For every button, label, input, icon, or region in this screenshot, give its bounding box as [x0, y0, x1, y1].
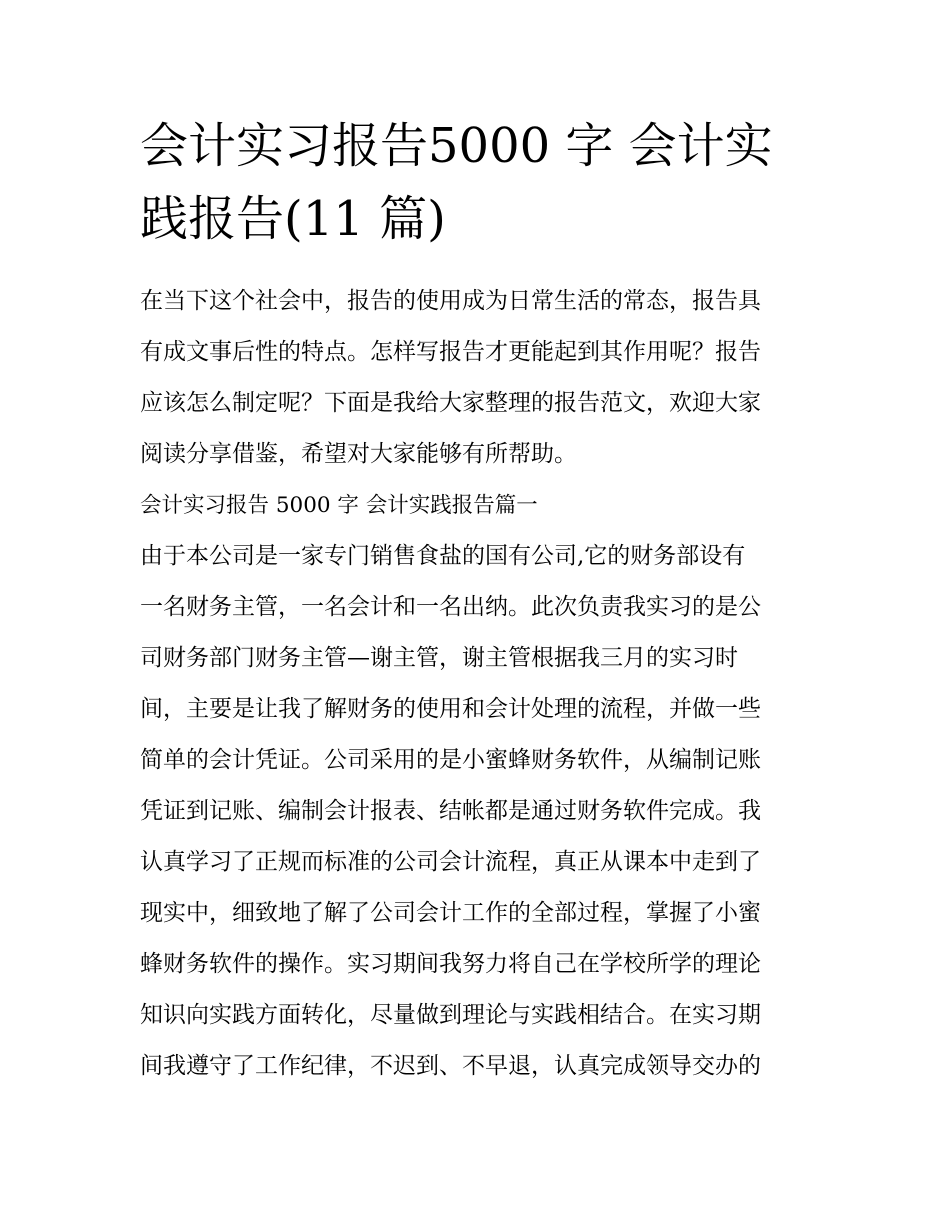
- section-line-3: 司财务部门财务主管—谢主管，谢主管根据我三月的实习时: [140, 645, 738, 671]
- section-line-6: 凭证到记账、编制会计报表、结帐都是通过财务软件完成。我: [140, 798, 761, 824]
- section-line-11: 间我遵守了工作纪律，不迟到、不早退，认真完成领导交办的: [140, 1053, 761, 1079]
- document-body: [140, 276, 820, 1092]
- section-line-9: 蜂财务软件的操作。实习期间我努力将自己在学校所学的理论: [140, 951, 761, 977]
- section-line-1: 由于本公司是一家专门销售食盐的国有公司,它的财务部设有: [140, 543, 746, 569]
- section-line-8: 现实中，细致地了解了公司会计工作的全部过程，掌握了小蜜: [140, 900, 761, 926]
- section-line-7: 认真学习了正规而标准的公司会计流程，真正从课本中走到了: [140, 849, 761, 875]
- section-line-2: 一名财务主管，一名会计和一名出纳。此次负责我实习的是公: [140, 594, 761, 620]
- title-line-2: 践报告(11 篇): [140, 191, 446, 247]
- section-line-5: 简单的会计凭证。公司采用的是小蜜蜂财务软件，从编制记账: [140, 747, 761, 773]
- intro-line-2: 有成文事后性的特点。怎样写报告才更能起到其作用呢？报告: [140, 339, 761, 365]
- intro-line-3: 应该怎么制定呢？下面是我给大家整理的报告范文，欢迎大家: [140, 390, 761, 416]
- title-line-1: 会计实习报告5000 字 会计实: [140, 118, 773, 174]
- document-title: [140, 110, 820, 256]
- section-line-4: 间，主要是让我了解财务的使用和会计处理的流程，并做一些: [140, 696, 761, 722]
- section-line-10: 知识向实践方面转化，尽量做到理论与实践相结合。在实习期: [140, 1002, 761, 1028]
- intro-line-1: 在当下这个社会中，报告的使用成为日常生活的常态，报告具: [140, 288, 761, 314]
- intro-line-4: 阅读分享借鉴，希望对大家能够有所帮助。: [140, 441, 577, 467]
- section-heading: 会计实习报告 5000 字 会计实践报告篇一: [140, 493, 538, 518]
